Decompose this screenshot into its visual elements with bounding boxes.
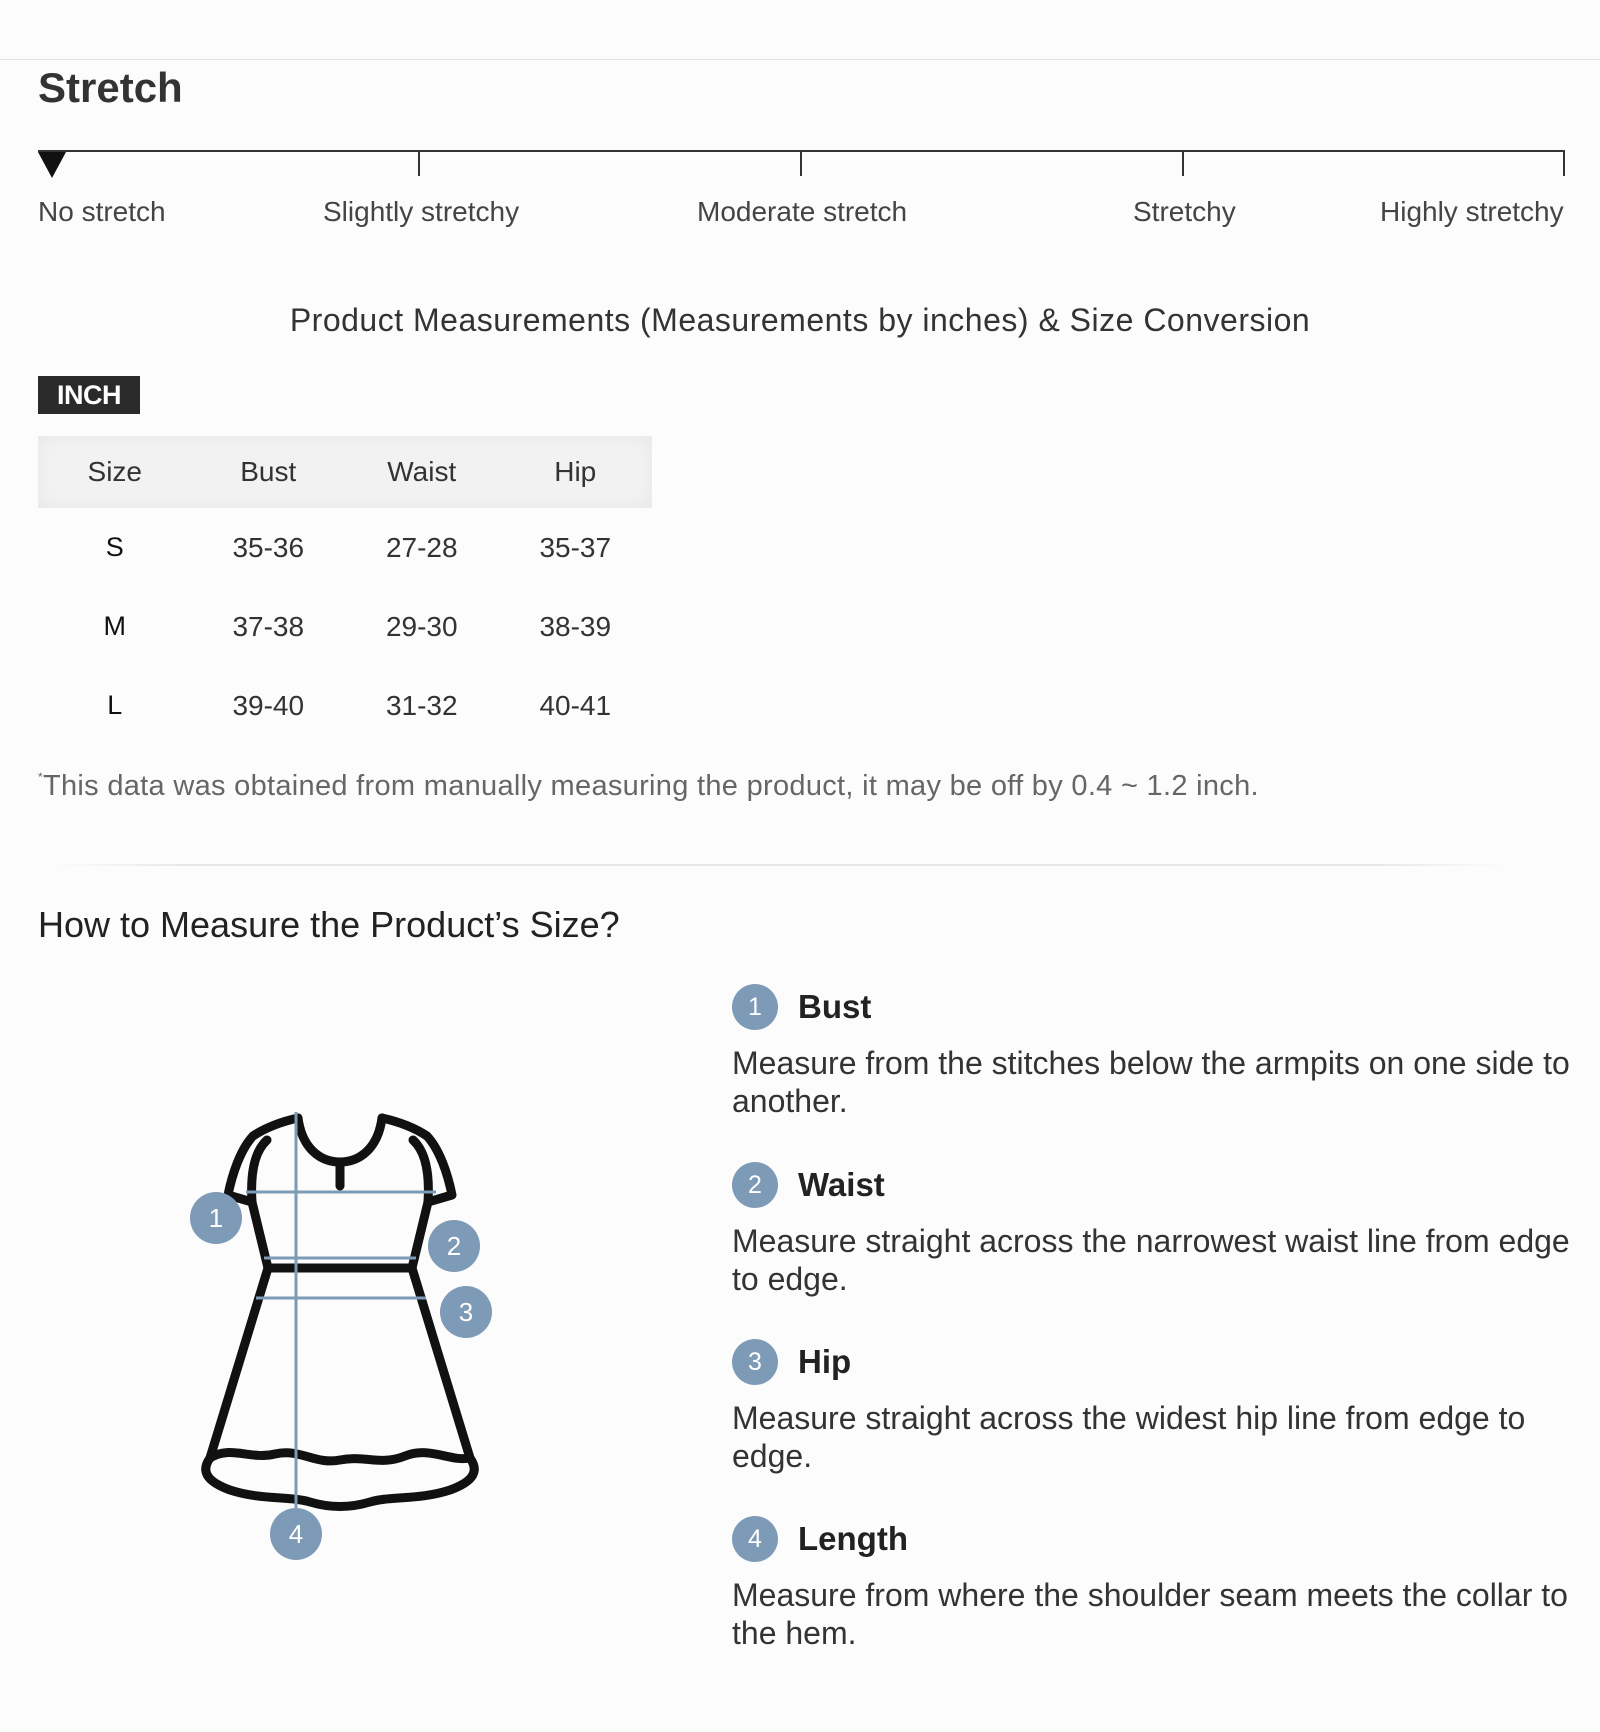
step-title: Length (798, 1520, 908, 1557)
step-description: Measure from where the shoulder seam meets the collar to the hem. (732, 1577, 1568, 1651)
marker-3-label: 3 (458, 1297, 474, 1327)
stretch-tick (800, 150, 802, 176)
step-description: Measure straight across the widest hip line from edge to edge. (732, 1400, 1526, 1474)
hip-cell: 38-39 (539, 610, 612, 642)
dress-diagram (180, 1100, 510, 1560)
unit-badge: INCH (38, 376, 140, 414)
howto-heading: How to Measure the Product’s Size? (38, 904, 620, 945)
size-cell: M (103, 611, 126, 641)
step-title: Hip (798, 1343, 852, 1380)
waist-cell: 29-30 (385, 610, 458, 642)
dress-left-sleeve (228, 1118, 298, 1202)
hip-cell: 35-37 (539, 531, 612, 563)
size-cell: L (107, 690, 123, 720)
stretch-label-highly: Highly stretchy (1380, 196, 1564, 227)
stretch-tick (1182, 150, 1184, 176)
step-description: Measure straight across the narrowest waist line from edge to edge. (732, 1223, 1570, 1297)
stretch-label-no-stretch: No stretch (38, 196, 166, 227)
marker-4-label: 4 (288, 1519, 304, 1549)
note-mark: * (38, 770, 43, 784)
column-header: Hip (554, 456, 597, 487)
stretch-label-moderate: Moderate stretch (697, 196, 908, 227)
column-header: Bust (240, 456, 297, 487)
top-divider (0, 59, 1600, 60)
table-row (38, 508, 652, 587)
section-divider (50, 864, 1510, 866)
stretch-label-stretchy: Stretchy (1133, 196, 1236, 227)
step-number-badge: 2 (732, 1162, 778, 1208)
bust-cell: 39-40 (232, 689, 305, 721)
table-row (38, 666, 652, 745)
dress-hem-seam (210, 1453, 470, 1461)
step-title: Waist (798, 1166, 885, 1203)
column-header: Size (87, 456, 142, 487)
dress-ruffle (206, 1458, 475, 1507)
bust-cell: 37-38 (232, 610, 305, 642)
note-text: This data was obtained from manually measuring the product, it may be off by 0.4 ~ 1.2 inch. (42, 770, 1259, 802)
size-table (38, 436, 652, 745)
stretch-tick (418, 150, 420, 176)
dress-collar (298, 1118, 382, 1162)
stretch-tick (1563, 150, 1565, 176)
dress-right-sleeve (382, 1118, 452, 1202)
step-length (732, 1514, 1572, 1652)
stretch-title: Stretch (38, 64, 183, 111)
table-header (38, 436, 652, 508)
measurements-heading: Product Measurements (Measurements by inches) & Size Conversion (289, 302, 1311, 338)
marker-1-label: 1 (208, 1203, 224, 1233)
step-title: Bust (798, 988, 872, 1025)
step-number-badge: 4 (732, 1516, 778, 1562)
stretch-label-slightly: Slightly stretchy (323, 196, 520, 227)
step-number-badge: 1 (732, 984, 778, 1030)
step-description: Measure from the stitches below the armpits on one side to another. (732, 1045, 1570, 1119)
hip-cell: 40-41 (539, 689, 612, 721)
size-cell: S (105, 532, 124, 562)
waist-cell: 27-28 (385, 531, 458, 563)
step-hip (732, 1337, 1572, 1475)
step-number-badge: 3 (732, 1339, 778, 1385)
marker-2-label: 2 (446, 1231, 462, 1261)
step-bust (732, 982, 1572, 1120)
measurement-note (38, 770, 1259, 803)
bust-cell: 35-36 (232, 531, 305, 563)
stretch-marker-icon (38, 152, 66, 178)
step-waist (732, 1160, 1572, 1298)
column-header: Waist (387, 456, 457, 487)
table-row (38, 587, 652, 666)
waist-cell: 31-32 (385, 689, 458, 721)
stretch-scale (38, 150, 1565, 180)
